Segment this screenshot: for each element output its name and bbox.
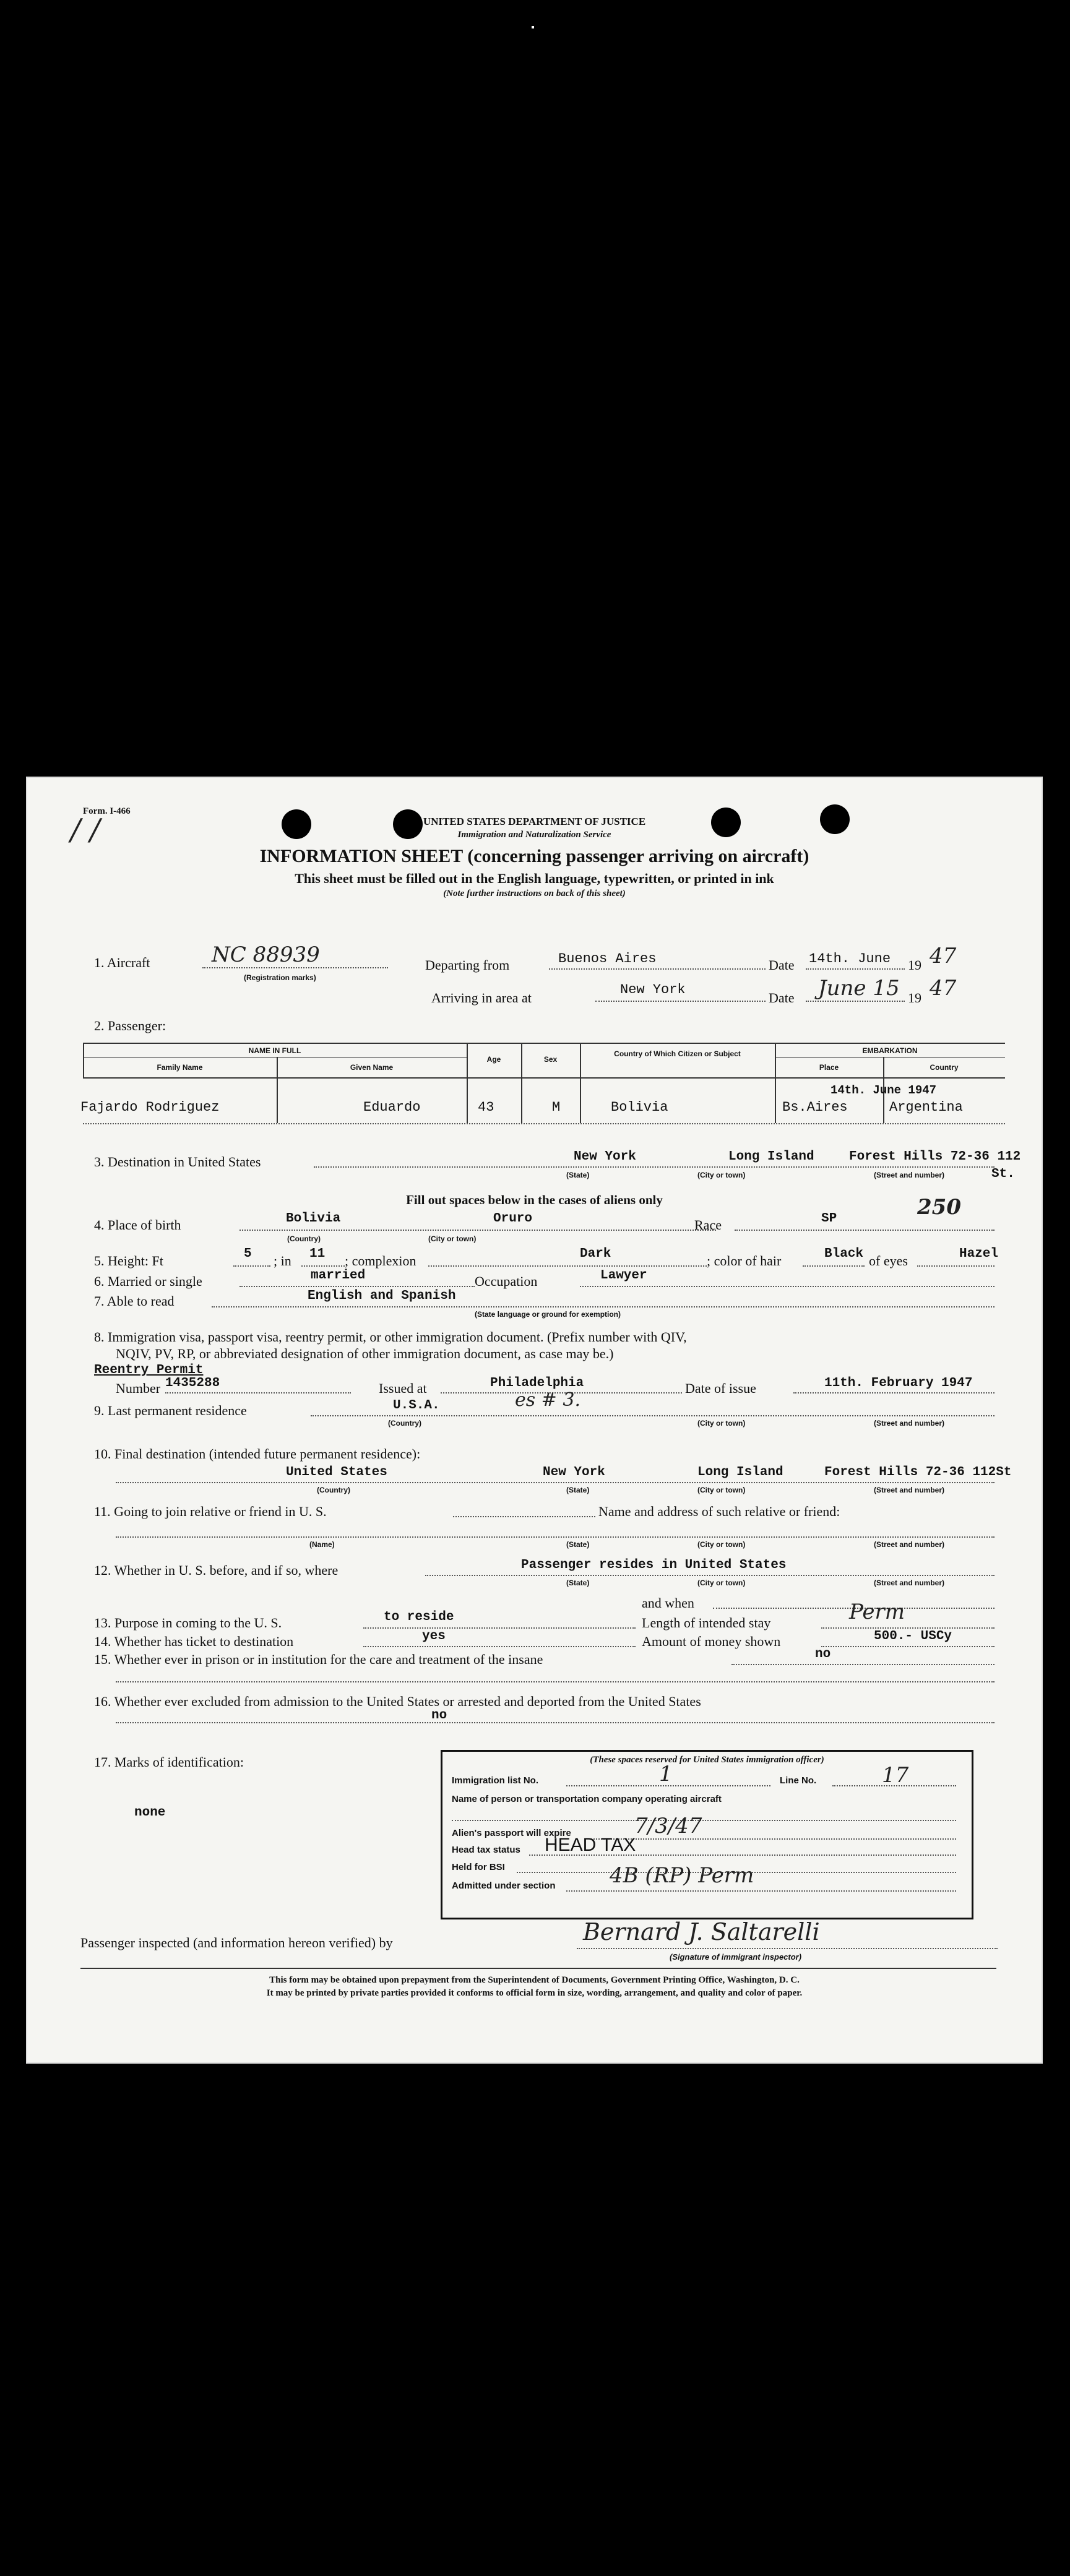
street-caption-3: (Street and number) <box>874 1486 945 1494</box>
arriving-date: June 15 <box>818 976 900 1001</box>
height-label: 5. Height: Ft <box>94 1253 163 1269</box>
residence-value: U.S.A. <box>393 1398 440 1413</box>
place-header: Place <box>819 1063 839 1072</box>
document-number: 1435288 <box>165 1376 220 1390</box>
embark-date-cell: 14th. June 1947 <box>831 1083 937 1097</box>
height-inches: 11 <box>309 1247 326 1261</box>
line-number-label: Line No. <box>780 1775 817 1786</box>
document-label-2: NQIV, PV, RP, or abbreviated designation of other immigration document, as case may be.) <box>116 1346 614 1361</box>
aliens-note: Fill out spaces below in the cases of aliens only <box>406 1192 663 1207</box>
operator-label: Name of person or transportation company operating aircraft <box>452 1794 722 1804</box>
city-caption-6: (City or town) <box>697 1579 746 1587</box>
read-caption: (State language or ground for exemption) <box>475 1310 621 1319</box>
footer-line-2: It may be printed by private parties provided it conforms to official form in size, wording, arrangement, and quality and color of paper. <box>266 1988 803 1998</box>
arriving-date-label: Date <box>769 990 795 1006</box>
identification-label: 17. Marks of identification: <box>94 1754 244 1770</box>
section-value: 4B (RP) Perm <box>610 1863 754 1888</box>
signature-caption: (Signature of immigrant inspector) <box>670 1952 802 1962</box>
city-caption: (City or town) <box>697 1171 746 1179</box>
purpose-label: 13. Purpose in coming to the U. S. <box>94 1615 282 1630</box>
residence-label: 9. Last permanent residence <box>94 1403 247 1418</box>
join-label: 11. Going to join relative or friend in U. S. <box>94 1504 327 1519</box>
corner-handwriting: / / <box>71 812 100 847</box>
birthplace-label: 4. Place of birth <box>94 1217 181 1233</box>
form-number: Form. I-466 <box>83 806 131 816</box>
issue-date: 11th. February 1947 <box>824 1376 973 1390</box>
passenger-label: 2. Passenger: <box>94 1018 166 1033</box>
money-label: Amount of money shown <box>642 1634 781 1649</box>
citizen-header: Country of Which Citizen or Subject <box>614 1049 741 1058</box>
read-label: 7. Able to read <box>94 1293 175 1309</box>
departing-value: Buenos Aires <box>558 951 657 967</box>
list-number-label: Immigration list No. <box>452 1775 539 1786</box>
final-city: Long Island <box>697 1465 783 1480</box>
street-caption-5: (Street and number) <box>874 1579 945 1587</box>
embark-country-cell: Argentina <box>889 1100 963 1115</box>
identification-value: none <box>134 1806 166 1820</box>
family-name-header: Family Name <box>157 1063 203 1072</box>
document-label: 8. Immigration visa, passport visa, reentry permit, or other immigration document. (Prefix number with QIV, <box>94 1329 687 1345</box>
occupation-value: Lawyer <box>600 1269 647 1283</box>
inspector-signature: Bernard J. Saltarelli <box>583 1918 820 1945</box>
scan-speck <box>532 26 534 28</box>
destination-street-cont: St. <box>991 1167 1015 1181</box>
bsi-label: Held for BSI <box>452 1862 505 1872</box>
registration-caption: (Registration marks) <box>244 973 316 982</box>
read-value: English and Spanish <box>308 1289 456 1303</box>
inspected-label: Passenger inspected (and information hereon verified) by <box>80 1935 393 1950</box>
officer-box <box>441 1750 973 1919</box>
hair-value: Black <box>824 1247 864 1261</box>
departing-date-label: Date <box>769 957 795 973</box>
prior-us-value: Passenger resides in United States <box>521 1558 787 1572</box>
state-caption-2: (State) <box>566 1486 590 1494</box>
number-label: Number <box>116 1381 161 1396</box>
join-name-address-label: Name and address of such relative or friend: <box>598 1504 840 1519</box>
name-caption: (Name) <box>309 1540 335 1549</box>
height-feet: 5 <box>244 1247 252 1261</box>
prison-value: no <box>815 1647 831 1661</box>
birth-country: Bolivia <box>286 1212 341 1226</box>
final-state: New York <box>543 1465 605 1480</box>
footer-line-1: This form may be obtained upon prepayment from the Superintendent of Documents, Government Printing Office, Washington, D. C. <box>269 1975 800 1985</box>
issued-value: Philadelphia <box>490 1376 584 1390</box>
money-value: 500.- USCy <box>874 1629 952 1643</box>
given-name-cell: Eduardo <box>363 1100 421 1115</box>
complexion-label: ; complexion <box>345 1253 416 1269</box>
departing-label: Departing from <box>425 957 510 973</box>
prison-label: 15. Whether ever in prison or in institution for the care and treatment of the insane <box>94 1652 543 1667</box>
passport-expire-label: Alien's passport will expire <box>452 1828 571 1838</box>
destination-state: New York <box>574 1150 636 1164</box>
arriving-value: New York <box>620 982 686 997</box>
departing-year: 47 <box>930 944 957 968</box>
final-street: Forest Hills 72-36 112St <box>824 1465 1012 1480</box>
name-header: NAME IN FULL <box>248 1046 301 1055</box>
destination-label: 3. Destination in United States <box>94 1154 261 1170</box>
page-title: INFORMATION SHEET (concerning passenger arriving on aircraft) <box>259 846 809 866</box>
destination-street: Forest Hills 72-36 112 <box>849 1150 1021 1164</box>
city-caption-5: (City or town) <box>697 1540 746 1549</box>
embark-country-header: Country <box>930 1063 959 1072</box>
city-caption-2: (City or town) <box>428 1234 477 1243</box>
head-tax-stamp: HEAD TAX <box>545 1835 636 1855</box>
birth-city: Oruro <box>493 1212 533 1226</box>
country-caption-3: (Country) <box>317 1486 350 1494</box>
race-label: Race <box>694 1217 722 1233</box>
purpose-value: to reside <box>384 1610 454 1624</box>
eyes-value: Hazel <box>959 1247 999 1261</box>
service-header: Immigration and Naturalization Service <box>457 830 611 840</box>
issue-date-label: Date of issue <box>685 1381 756 1396</box>
ticket-label: 14. Whether has ticket to destination <box>94 1634 294 1649</box>
state-caption-4: (State) <box>566 1579 590 1587</box>
prior-us-label: 12. Whether in U. S. before, and if so, where <box>94 1562 339 1578</box>
arriving-label: Arriving in area at <box>431 990 532 1006</box>
department-header: UNITED STATES DEPARTMENT OF JUSTICE <box>423 816 646 827</box>
final-destination-label: 10. Final destination (intended future permanent residence): <box>94 1446 421 1462</box>
arriving-year: 47 <box>930 976 957 1001</box>
marital-value: married <box>311 1269 366 1283</box>
citizen-cell: Bolivia <box>611 1100 668 1115</box>
reentry-permit: Reentry Permit <box>94 1363 204 1377</box>
stay-label: Length of intended stay <box>642 1615 771 1630</box>
race-value: SP <box>821 1212 837 1226</box>
country-caption: (Country) <box>287 1234 321 1243</box>
eyes-label: of eyes <box>869 1253 908 1269</box>
aircraft-value: NC 88939 <box>212 942 320 967</box>
sex-cell: M <box>552 1100 561 1115</box>
street-caption-2: (Street and number) <box>874 1419 945 1428</box>
complexion-value: Dark <box>580 1247 611 1261</box>
section-label: Admitted under section <box>452 1880 556 1891</box>
when-label: and when <box>642 1595 694 1611</box>
street-caption: (Street and number) <box>874 1171 945 1179</box>
place-cell: Bs.Aires <box>782 1100 848 1115</box>
final-country: United States <box>286 1465 387 1480</box>
head-tax-label: Head tax status <box>452 1845 520 1855</box>
given-name-header: Given Name <box>350 1063 394 1072</box>
issued-label: Issued at <box>379 1381 427 1396</box>
sex-header: Sex <box>543 1055 558 1064</box>
form-sheet <box>26 777 1043 2064</box>
city-caption-3: (City or town) <box>697 1419 746 1428</box>
family-name-cell: Fajardo Rodriguez <box>80 1100 220 1115</box>
instruction-line: This sheet must be filled out in the English language, typewritten, or printed in ink <box>295 871 774 886</box>
departing-date: 14th. June <box>809 951 891 967</box>
state-caption-3: (State) <box>566 1540 590 1549</box>
excluded-value: no <box>431 1708 447 1723</box>
city-caption-4: (City or town) <box>697 1486 746 1494</box>
officer-box-header: (These spaces reserved for United States immigration officer) <box>590 1755 824 1765</box>
embarkation-header: EMBARKATION <box>862 1046 918 1055</box>
line-number-value: 17 <box>882 1763 909 1788</box>
arriving-year-prefix: 19 <box>908 990 921 1006</box>
stay-value: Perm <box>849 1600 905 1624</box>
occupation-label: Occupation <box>475 1273 538 1289</box>
residence-handwriting: es # 3. <box>515 1389 580 1411</box>
country-caption-2: (Country) <box>388 1419 421 1428</box>
destination-city: Long Island <box>728 1150 814 1164</box>
instruction-note: (Note further instructions on back of this sheet) <box>443 889 626 898</box>
street-caption-4: (Street and number) <box>874 1540 945 1549</box>
marital-label: 6. Married or single <box>94 1273 202 1289</box>
age-header: Age <box>486 1055 501 1064</box>
state-caption: (State) <box>566 1171 590 1179</box>
hair-label: ; color of hair <box>707 1253 782 1269</box>
aircraft-label: 1. Aircraft <box>94 955 150 970</box>
excluded-label: 16. Whether ever excluded from admission to the United States or arrested and deported from the United States <box>94 1694 701 1709</box>
age-cell: 43 <box>478 1100 494 1115</box>
ticket-value: yes <box>422 1629 446 1643</box>
departing-year-prefix: 19 <box>908 957 921 973</box>
list-number-value: 1 <box>659 1762 673 1786</box>
passport-expire-value: 7/3/47 <box>634 1814 702 1838</box>
race-handwritten: 250 <box>917 1195 961 1220</box>
inches-label: ; in <box>274 1253 291 1269</box>
